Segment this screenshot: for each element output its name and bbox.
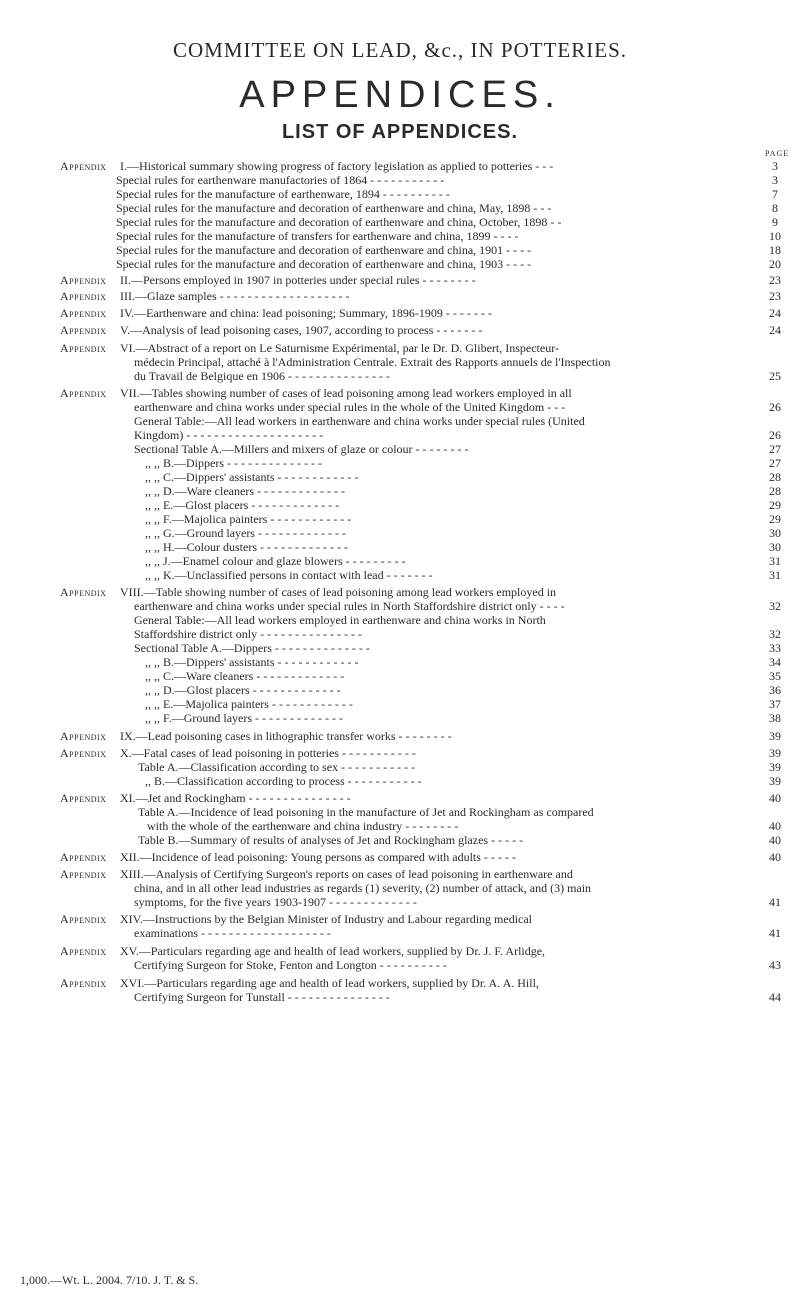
entry-text: Kingdom) - - - - - - - - - - - - - - - - - - - -	[134, 428, 324, 442]
entry-text: II.—Persons employed in 1907 in potteries under special rules - - - - - - - -	[120, 273, 476, 287]
running-head: COMMITTEE ON LEAD, &c., IN POTTERIES.	[172, 38, 628, 62]
page-number: 9	[772, 215, 778, 229]
entry-text: Special rules for earthenware manufactories of 1864 - - - - - - - - - - -	[116, 173, 445, 187]
entry-text: III.—Glaze samples - - - - - - - - - - - - - - - - - - -	[120, 289, 350, 303]
page-number: 37	[769, 697, 781, 711]
appendix-label: Appendix	[60, 746, 107, 760]
entry-text: XIII.—Analysis of Certifying Surgeon's reports on cases of lead poisoning in earthenware and	[120, 867, 573, 881]
page-number: 40	[769, 791, 781, 805]
list-title: LIST OF APPENDICES.	[281, 121, 519, 143]
entry-text: VIII.—Table showing number of cases of lead poisoning among lead workers employed in	[120, 585, 557, 599]
entry-text: Special rules for the manufacture and decoration of earthenware and china, October, 1898 - -	[116, 215, 562, 229]
entry-text: ,, B.—Classification according to process - - - - - - - - - - -	[145, 774, 422, 788]
entry-text: V.—Analysis of lead poisoning cases, 1907, according to process - - - - - - -	[120, 323, 483, 337]
entry-text: china, and in all other lead industries as regards (1) severity, (2) number of attack, and (3) main	[134, 881, 592, 895]
page-number: 10	[769, 229, 781, 243]
entry-text: ,, ,, B.—Dippers' assistants - - - - - - - - - - - -	[145, 655, 359, 669]
page-number: 40	[769, 850, 781, 864]
entry-text: ,, ,, E.—Majolica painters - - - - - - - - - - - -	[145, 697, 353, 711]
entry-text: VII.—Tables showing number of cases of lead poisoning among lead workers employed in all	[120, 386, 572, 400]
entry-text: XV.—Particulars regarding age and health of lead workers, supplied by Dr. J. F. Arlidge,	[120, 944, 546, 958]
entry-text: Sectional Table A.—Dippers - - - - - - - - - - - - - -	[134, 641, 370, 655]
page-number: 36	[769, 683, 781, 697]
entry-text: General Table:—All lead workers employed in earthenware and china works in North	[134, 613, 546, 627]
page-number: 23	[769, 273, 781, 287]
appendix-label: Appendix	[60, 341, 107, 355]
page-number: 39	[769, 729, 781, 743]
printer-footer: 1,000.—Wt. L. 2004. 7/10. J. T. & S.	[20, 1273, 199, 1287]
page-number: 3	[772, 173, 778, 187]
page-number: 33	[769, 641, 781, 655]
entry-text: IX.—Lead poisoning cases in lithographic transfer works - - - - - - - -	[120, 729, 452, 743]
page-number: 32	[769, 627, 781, 641]
entry-text: symptoms, for the five years 1903-1907 - - - - - - - - - - - - -	[134, 895, 417, 909]
entry-text: I.—Historical summary showing progress of factory legislation as applied to potteries - - -	[120, 159, 554, 173]
page-column-header: PAGE	[765, 149, 790, 158]
appendix-label: Appendix	[60, 289, 107, 303]
entry-text: XI.—Jet and Rockingham - - - - - - - - - - - - - - -	[120, 791, 351, 805]
page-number: 8	[772, 201, 778, 215]
entry-text: ,, ,, D.—Glost placers - - - - - - - - - - - - -	[145, 683, 341, 697]
entry-text: ,, ,, C.—Ware cleaners - - - - - - - - - - - - -	[145, 669, 345, 683]
page-number: 31	[769, 554, 781, 568]
page-number: 28	[769, 470, 781, 484]
entry-text: General Table:—All lead workers in earthenware and china works under special rules (United	[134, 414, 585, 428]
entry-text: XII.—Incidence of lead poisoning: Young persons as compared with adults - - - - -	[120, 850, 516, 864]
appendix-label: Appendix	[60, 323, 107, 337]
page-number: 27	[769, 442, 781, 456]
page-number: 30	[769, 526, 781, 540]
entry-text: ,, ,, K.—Unclassified persons in contact with lead - - - - - - -	[145, 568, 433, 582]
page-number: 38	[769, 711, 781, 725]
page-number: 24	[769, 306, 781, 320]
entry-text: ,, ,, C.—Dippers' assistants - - - - - - - - - - - -	[145, 470, 359, 484]
entry-text: Special rules for the manufacture and decoration of earthenware and china, 1901 - - - -	[116, 243, 532, 257]
page-number: 29	[769, 498, 781, 512]
appendix-label: Appendix	[60, 791, 107, 805]
page-number: 29	[769, 512, 781, 526]
page-number: 7	[772, 187, 778, 201]
entry-text: Table B.—Summary of results of analyses of Jet and Rockingham glazes - - - - -	[138, 833, 524, 847]
appendix-label: Appendix	[60, 867, 107, 881]
entry-text: Special rules for the manufacture of transfers for earthenware and china, 1899 - - - -	[116, 229, 519, 243]
page-number: 40	[769, 833, 781, 847]
entry-text: du Travail de Belgique en 1906 - - - - - - - - - - - - - - -	[134, 369, 390, 383]
entry-text: Special rules for the manufacture and decoration of earthenware and china, May, 1898 - - -	[116, 201, 552, 215]
page-number: 31	[769, 568, 781, 582]
page-number: 28	[769, 484, 781, 498]
page-number: 26	[769, 428, 781, 442]
entry-text: XVI.—Particulars regarding age and health of lead workers, supplied by Dr. A. A. Hill,	[120, 976, 539, 990]
appendix-label: Appendix	[60, 306, 107, 320]
entry-text: médecin Principal, attaché à l'Administration Centrale. Extrait des Rapports annuels de l'Inspection	[134, 355, 611, 369]
entry-text: with the whole of the earthenware and china industry - - - - - - - -	[147, 819, 459, 833]
entry-text: ,, ,, E.—Glost placers - - - - - - - - - - - - -	[145, 498, 340, 512]
page-number: 41	[769, 895, 781, 909]
appendix-label: Appendix	[60, 585, 107, 599]
page-number: 24	[769, 323, 781, 337]
appendix-label: Appendix	[60, 976, 107, 990]
page-number: 20	[769, 257, 781, 271]
entry-text: ,, ,, B.—Dippers - - - - - - - - - - - - - -	[145, 456, 322, 470]
page-number: 44	[769, 990, 781, 1004]
page-number: 30	[769, 540, 781, 554]
page-number: 23	[769, 289, 781, 303]
appendix-label: Appendix	[60, 273, 107, 287]
page-number: 39	[769, 760, 781, 774]
page-number: 41	[769, 926, 781, 940]
entry-text: Sectional Table A.—Millers and mixers of glaze or colour - - - - - - - -	[134, 442, 469, 456]
appendix-label: Appendix	[60, 386, 107, 400]
entry-text: earthenware and china works under special rules in North Staffordshire district only - - - -	[134, 599, 565, 613]
page-number: 27	[769, 456, 781, 470]
entry-text: examinations - - - - - - - - - - - - - - - - - - -	[134, 926, 331, 940]
entry-text: ,, ,, J.—Enamel colour and glaze blowers - - - - - - - - -	[145, 554, 406, 568]
appendix-label: Appendix	[60, 850, 107, 864]
appendix-label: Appendix	[60, 729, 107, 743]
entry-text: Table A.—Incidence of lead poisoning in the manufacture of Jet and Rockingham as compared	[138, 805, 594, 819]
entry-text: IV.—Earthenware and china: lead poisoning; Summary, 1896-1909 - - - - - - -	[120, 306, 492, 320]
entry-text: Staffordshire district only - - - - - - - - - - - - - - -	[134, 627, 363, 641]
page-number: 34	[769, 655, 781, 669]
entry-text: Certifying Surgeon for Stoke, Fenton and Longton - - - - - - - - - -	[134, 958, 447, 972]
page-number: 39	[769, 746, 781, 760]
entry-text: X.—Fatal cases of lead poisoning in potteries - - - - - - - - - - -	[120, 746, 416, 760]
appendix-label: Appendix	[60, 159, 107, 173]
page-number: 18	[769, 243, 781, 257]
entry-text: earthenware and china works under special rules in the whole of the United Kingdom - - -	[134, 400, 566, 414]
entry-text: Special rules for the manufacture of earthenware, 1894 - - - - - - - - - -	[116, 187, 450, 201]
page-number: 43	[769, 958, 781, 972]
page-number: 26	[769, 400, 781, 414]
entry-text: VI.—Abstract of a report on Le Saturnisme Expérimental, par le Dr. D. Glibert, Inspecteur-	[120, 341, 559, 355]
appendix-label: Appendix	[60, 912, 107, 926]
entry-text: Table A.—Classification according to sex - - - - - - - - - - -	[138, 760, 416, 774]
page-number: 25	[769, 369, 781, 383]
appendix-label: Appendix	[60, 944, 107, 958]
entry-text: ,, ,, G.—Ground layers - - - - - - - - - - - - -	[145, 526, 346, 540]
entry-text: ,, ,, F.—Ground layers - - - - - - - - - - - - -	[145, 711, 343, 725]
page-number: 32	[769, 599, 781, 613]
page-title: APPENDICES.	[239, 74, 561, 116]
entry-text: Certifying Surgeon for Tunstall - - - - - - - - - - - - - - -	[134, 990, 390, 1004]
page-number: 39	[769, 774, 781, 788]
page-number: 40	[769, 819, 781, 833]
entry-text: ,, ,, H.—Colour dusters - - - - - - - - - - - - -	[145, 540, 348, 554]
entry-text: ,, ,, F.—Majolica painters - - - - - - - - - - - -	[145, 512, 352, 526]
entry-text: ,, ,, D.—Ware cleaners - - - - - - - - - - - - -	[145, 484, 345, 498]
entry-text: XIV.—Instructions by the Belgian Minister of Industry and Labour regarding medical	[120, 912, 533, 926]
page-number: 3	[772, 159, 778, 173]
page-number: 35	[769, 669, 781, 683]
entry-text: Special rules for the manufacture and decoration of earthenware and china, 1903 - - - -	[116, 257, 532, 271]
